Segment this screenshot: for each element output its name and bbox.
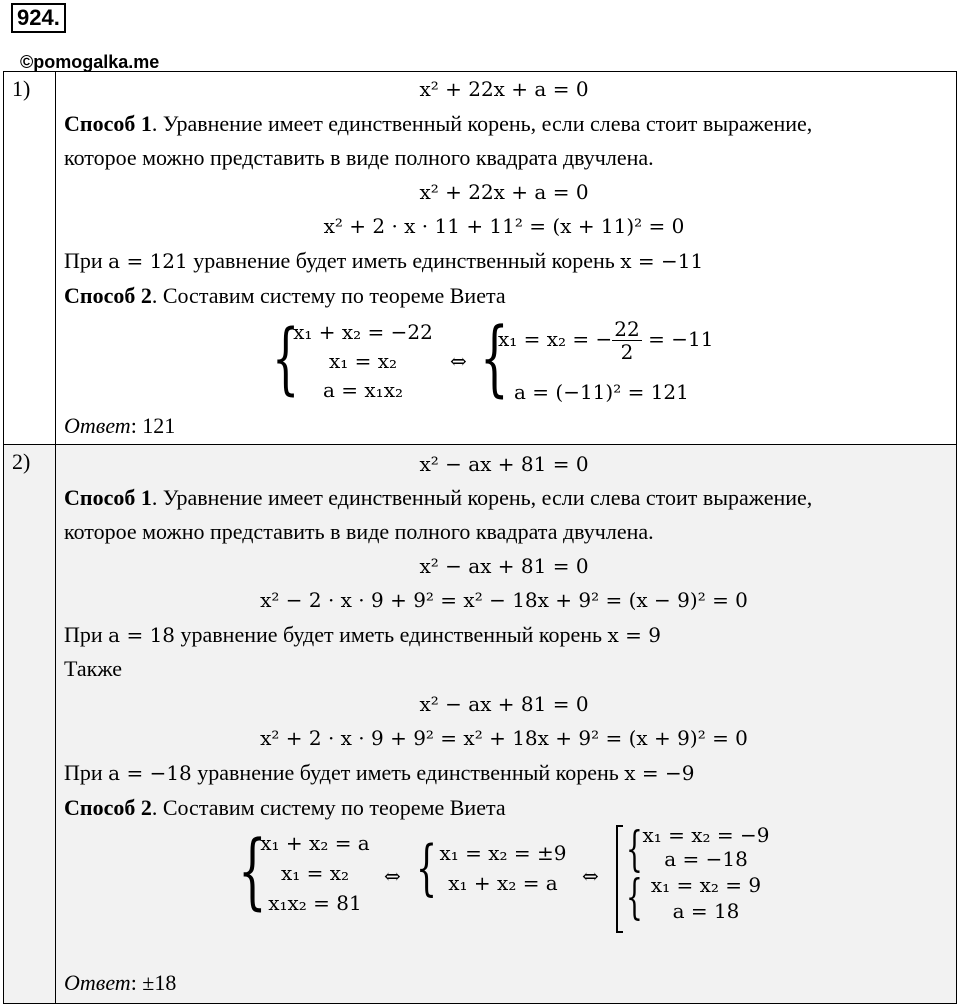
equiv-icon: ⇔ <box>450 349 467 373</box>
solution-row-1 <box>4 72 956 444</box>
equation-repeat: x² + 22x + a = 0 <box>419 180 589 204</box>
answer <box>64 966 944 1000</box>
conclusion <box>64 244 944 278</box>
conclusion-pre: При <box>64 248 109 273</box>
equation: x² + 22x + a = 0 <box>419 77 589 101</box>
brace-3a: { <box>626 821 643 877</box>
sys1-line-2: x₁ = x₂ <box>280 861 350 885</box>
sys-line-1: x₁ + x₂ = −22 <box>293 320 433 344</box>
conclusion-root: x = −9 <box>624 761 695 785</box>
sys3a-line-2: a = −18 <box>664 847 748 871</box>
method1-label: Способ 1 <box>64 485 152 510</box>
answer-value: : 121 <box>130 413 176 438</box>
method1-text: . Уравнение имеет единственный корень, если слева стоит выражение, <box>151 111 813 136</box>
also-label: Также <box>64 656 123 681</box>
sys3b-line-1: x₁ = x₂ = 9 <box>650 873 762 897</box>
vieta-system <box>272 311 714 408</box>
sys1-line-3: x₁x₂ = 81 <box>268 891 362 915</box>
method2-text: . Составим систему по теореме Виета <box>151 283 506 308</box>
conclusion-root: x = −11 <box>620 249 704 273</box>
equiv-icon: ⇔ <box>582 864 599 888</box>
method1-text: . Уравнение имеет единственный корень, если слева стоит выражение, <box>151 485 813 510</box>
brace-3b: { <box>626 869 643 925</box>
method2-label: Способ 2 <box>64 795 152 820</box>
sys2-line-2: x₁ + x₂ = a <box>448 871 558 895</box>
method2-line <box>64 279 944 313</box>
conclusion-1: При a = 18 уравнение будет иметь единственный корень x = 9 <box>64 622 662 647</box>
sys3b-line-2: a = 18 <box>672 899 740 923</box>
answer-value: : ±18 <box>130 970 177 995</box>
method1-label: Способ 1 <box>64 111 152 136</box>
sys3a-line-1: x₁ = x₂ = −9 <box>642 823 770 847</box>
method2-text: . Составим систему по теореме Виета <box>151 795 506 820</box>
conclusion-math: a = 121 <box>108 249 188 273</box>
answer <box>64 409 944 443</box>
solution-row-2 <box>4 445 956 1003</box>
conclusion-math: a = −18 <box>108 761 192 785</box>
sys-right-line-1: x₁ = x₂ = − $\frac{22}{2}$ = −11 <box>498 317 714 364</box>
equation-square-minus: x² − 2 · x · 9 + 9² = x² − 18x + 9² = (x − 9)² = 0 <box>260 588 748 612</box>
method1-text-cont: которое можно представить в виде полного квадрата двучлена. <box>64 519 654 544</box>
method2-label: Способ 2 <box>64 283 152 308</box>
column-divider <box>55 72 56 1003</box>
equation: x² − ax + 81 = 0 <box>419 452 589 476</box>
conclusion-root: x = 9 <box>607 623 662 647</box>
brace-2: { <box>416 833 438 903</box>
conclusion-math: a = 18 <box>108 623 176 647</box>
vieta-system <box>238 821 798 929</box>
equation-repeat-2: x² − ax + 81 = 0 <box>419 692 589 716</box>
solution-table <box>3 71 957 1004</box>
conclusion-2: При a = −18 уравнение будет иметь единственный корень x = −9 <box>64 760 695 785</box>
sys-line-2: x₁ = x₂ <box>328 349 398 373</box>
sys-line-3: a = x₁x₂ <box>323 378 403 402</box>
sys2-line-1: x₁ = x₂ = ±9 <box>439 841 567 865</box>
watermark: ©pomogalka.me <box>20 52 160 72</box>
method1-text-cont: которое можно представить в виде полного квадрата двучлена. <box>64 145 654 170</box>
method1-line <box>64 107 944 141</box>
square-bracket <box>616 825 623 933</box>
method2-line <box>64 791 944 825</box>
equation-square-plus: x² + 2 · x · 9 + 9² = x² + 18x + 9² = (x + 9)² = 0 <box>260 726 748 750</box>
brace-1: { <box>238 824 267 919</box>
answer-label: Ответ <box>64 970 131 995</box>
method1-line <box>64 481 944 515</box>
problem-number: 924. <box>11 3 66 33</box>
sys1-line-1: x₁ + x₂ = a <box>260 831 370 855</box>
sys-right-line-2: a = (−11)² = 121 <box>514 380 689 404</box>
row-label: 2) <box>12 449 31 474</box>
conclusion-mid: уравнение будет иметь единственный корень <box>187 248 621 273</box>
answer-label: Ответ <box>64 413 131 438</box>
brace-left: { <box>272 314 300 404</box>
equation-square: x² + 2 · x · 11 + 11² = (x + 11)² = 0 <box>323 214 685 238</box>
equation-repeat: x² − ax + 81 = 0 <box>419 554 589 578</box>
row-label: 1) <box>12 76 31 101</box>
brace-right: { <box>480 311 509 406</box>
equiv-icon: ⇔ <box>384 864 401 888</box>
